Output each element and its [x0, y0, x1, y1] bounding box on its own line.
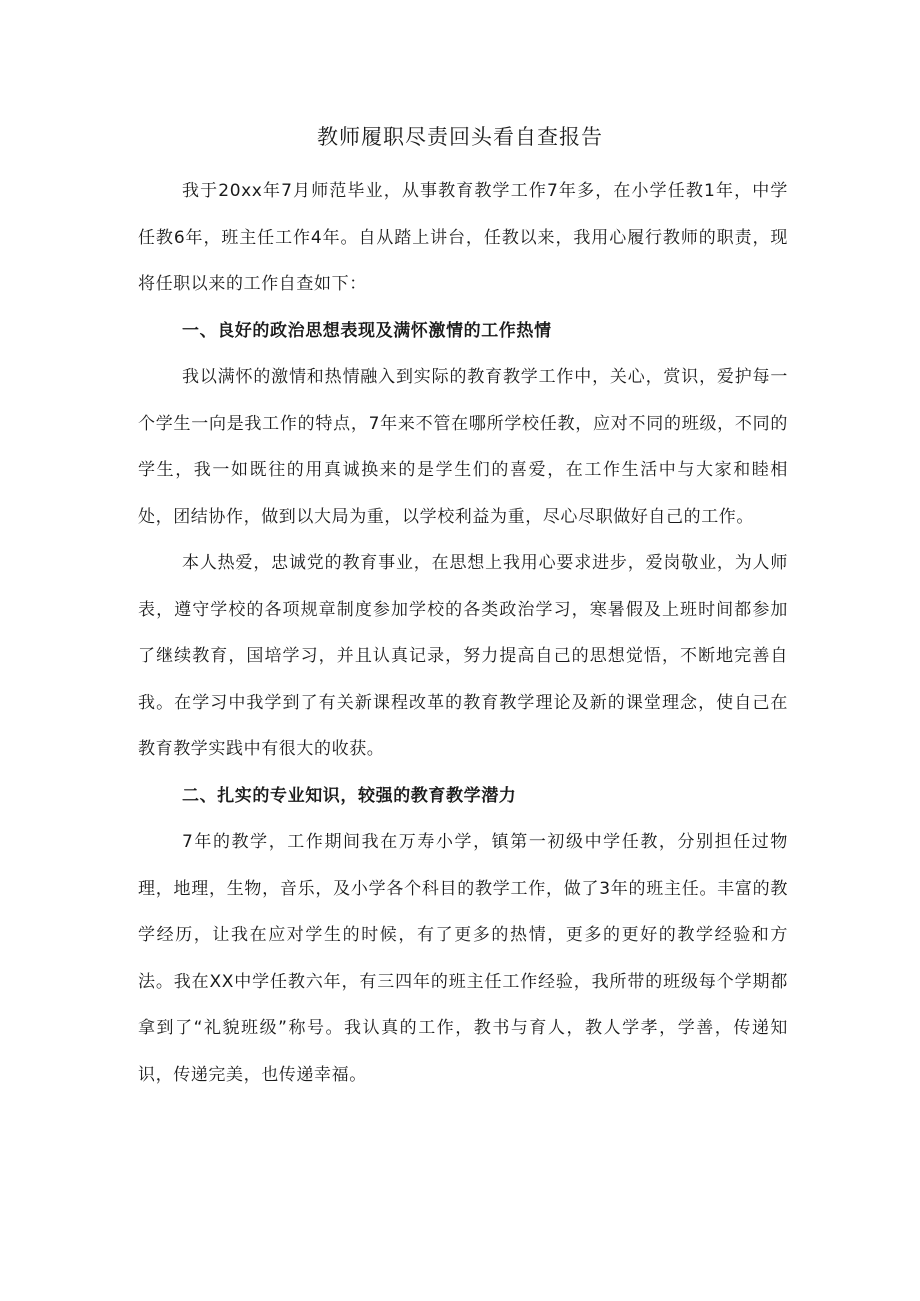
document-body	[138, 168, 788, 1098]
section-2-heading: 二、扎实的专业知识，较强的教育教学潜力	[182, 785, 517, 806]
document-title: 教师履职尽责回头看自查报告	[317, 125, 603, 149]
section-1-heading: 一、良好的政治思想表现及满怀激情的工作热情	[182, 320, 552, 341]
intro-paragraph: 我于20xx年7月师范毕业，从事教育教学工作7年多，在小学任教1年，中学任教6年，班主任工作4年。自从踏上讲台，任教以来，我用心履行教师的职责，现将任职以来的工作自查如下：	[138, 181, 788, 294]
section-2-paragraph-1: 7年的教学，工作期间我在万寿小学，镇第一初级中学任教，分别担任过物理，地理，生物，音乐，及小学各个科目的教学工作，做了3年的班主任。丰富的教学经历，让我在应对学生的时候，有了更多的热情，更多的更好的教学经验和方法。我在XX中学任教六年，有三四年的班主任工作经验，我所带的班级每个学期都拿到了“礼貌班级”称号。我认真的工作，教书与育人，教人学孝，学善，传递知识，传递完美，也传递幸福。	[138, 832, 788, 1085]
section-1-paragraph-2: 本人热爱，忠诚党的教育事业，在思想上我用心要求进步，爱岗敬业，为人师表，遵守学校的各项规章制度参加学校的各类政治学习，寒暑假及上班时间都参加了继续教育，国培学习，并且认真记录，努力提高自己的思想觉悟，不断地完善自我。在学习中我学到了有关新课程改革的教育教学理论及新的课堂理念，使自己在教育教学实践中有很大的收获。	[138, 553, 788, 759]
section-1-paragraph-1: 我以满怀的激情和热情融入到实际的教育教学工作中，关心，赏识，爱护每一个学生一向是我工作的特点，7年来不管在哪所学校任教，应对不同的班级，不同的学生，我一如既往的用真诚换来的是学生们的喜爱，在工作生活中与大家和睦相处，团结协作，做到以大局为重，以学校利益为重，尽心尽职做好自己的工作。	[138, 367, 788, 527]
